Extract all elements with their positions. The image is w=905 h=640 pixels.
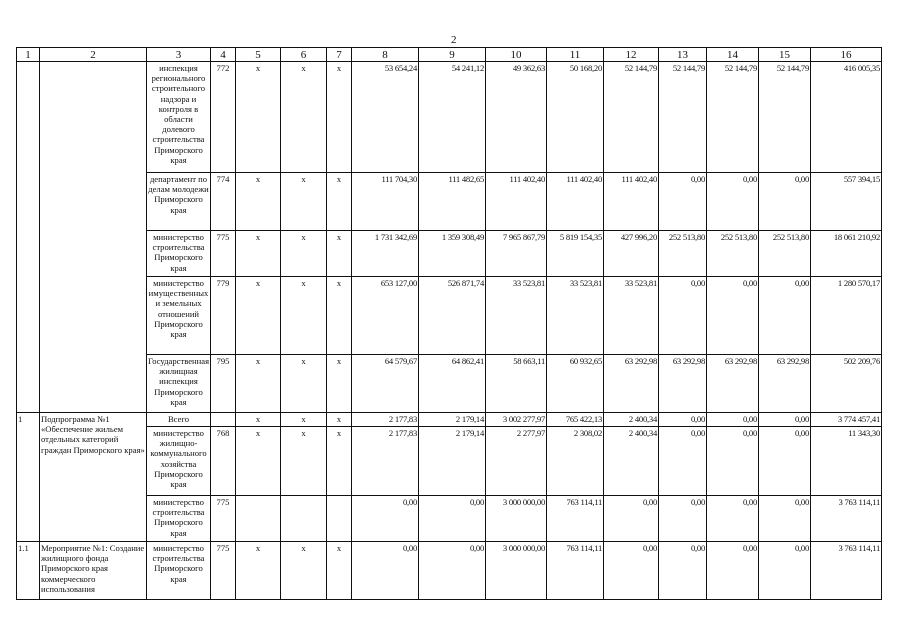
header-cell: 4 (211, 48, 236, 62)
x-cell: х (327, 277, 352, 355)
value-cell: 33 523,81 (486, 277, 547, 355)
value-cell: 53 654,24 (352, 62, 419, 173)
table-row (17, 62, 882, 173)
x-cell: х (327, 413, 352, 427)
program-cell (40, 62, 147, 413)
x-cell: х (327, 231, 352, 277)
table-row (17, 496, 882, 542)
code-cell: 779 (211, 277, 236, 355)
value-cell: 2 179,14 (419, 427, 486, 496)
header-cell: 13 (659, 48, 707, 62)
value-cell: 0,00 (707, 277, 759, 355)
value-cell: 0,00 (659, 277, 707, 355)
value-cell: 7 965 867,79 (486, 231, 547, 277)
value-cell: 63 292,98 (604, 355, 659, 413)
value-cell: 111 402,40 (547, 173, 604, 231)
x-cell: х (236, 62, 281, 173)
org-cell: департамент по делам молодежи Приморского края (147, 173, 211, 231)
value-cell: 111 402,40 (604, 173, 659, 231)
x-cell: х (236, 427, 281, 496)
value-cell: 0,00 (352, 542, 419, 600)
header-cell: 16 (811, 48, 882, 62)
value-cell: 0,00 (707, 173, 759, 231)
value-cell: 0,00 (659, 413, 707, 427)
org-cell: Всего (147, 413, 211, 427)
value-cell: 252 513,80 (707, 231, 759, 277)
header-cell: 12 (604, 48, 659, 62)
org-cell: министерство жилищно-коммунального хозяйства Приморского края (147, 427, 211, 496)
value-cell: 0,00 (659, 173, 707, 231)
header-cell: 7 (327, 48, 352, 62)
value-cell: 64 862,41 (419, 355, 486, 413)
index-cell: 1 (17, 413, 40, 542)
code-cell (211, 413, 236, 427)
value-cell: 5 819 154,35 (547, 231, 604, 277)
code-cell: 775 (211, 496, 236, 542)
x-cell: х (327, 62, 352, 173)
x-cell: х (236, 231, 281, 277)
code-cell: 774 (211, 173, 236, 231)
x-cell: х (236, 277, 281, 355)
value-cell: 0,00 (352, 496, 419, 542)
x-cell (236, 496, 281, 542)
value-cell: 502 209,76 (811, 355, 882, 413)
x-cell: х (327, 173, 352, 231)
value-cell: 763 114,11 (547, 542, 604, 600)
value-cell: 3 774 457,41 (811, 413, 882, 427)
x-cell: х (281, 542, 327, 600)
value-cell: 3 763 114,11 (811, 496, 882, 542)
code-cell: 772 (211, 62, 236, 173)
page-number: 2 (451, 34, 457, 46)
value-cell: 0,00 (707, 496, 759, 542)
x-cell (281, 496, 327, 542)
value-cell: 0,00 (759, 542, 811, 600)
value-cell: 11 343,30 (811, 427, 882, 496)
x-cell: х (327, 355, 352, 413)
x-cell: х (236, 413, 281, 427)
org-cell: министерство строительства Приморского края (147, 231, 211, 277)
x-cell: х (281, 355, 327, 413)
x-cell: х (236, 355, 281, 413)
code-cell: 775 (211, 542, 236, 600)
value-cell: 252 513,80 (759, 231, 811, 277)
value-cell: 63 292,98 (659, 355, 707, 413)
value-cell: 0,00 (659, 496, 707, 542)
value-cell: 63 292,98 (707, 355, 759, 413)
value-cell: 0,00 (759, 413, 811, 427)
x-cell: х (327, 542, 352, 600)
value-cell: 557 394,15 (811, 173, 882, 231)
x-cell: х (281, 413, 327, 427)
x-cell: х (281, 427, 327, 496)
value-cell: 0,00 (759, 427, 811, 496)
value-cell: 52 144,79 (604, 62, 659, 173)
value-cell: 0,00 (759, 496, 811, 542)
value-cell: 1 731 342,69 (352, 231, 419, 277)
x-cell (327, 496, 352, 542)
value-cell: 64 579,67 (352, 355, 419, 413)
value-cell: 60 932,65 (547, 355, 604, 413)
value-cell: 526 871,74 (419, 277, 486, 355)
value-cell: 0,00 (659, 542, 707, 600)
value-cell: 0,00 (759, 277, 811, 355)
value-cell: 63 292,98 (759, 355, 811, 413)
value-cell: 33 523,81 (604, 277, 659, 355)
value-cell: 49 362,63 (486, 62, 547, 173)
value-cell: 0,00 (759, 173, 811, 231)
value-cell: 0,00 (604, 496, 659, 542)
value-cell: 18 061 210,92 (811, 231, 882, 277)
value-cell: 52 144,79 (707, 62, 759, 173)
header-cell: 9 (419, 48, 486, 62)
header-cell: 6 (281, 48, 327, 62)
value-cell: 111 402,40 (486, 173, 547, 231)
budget-table (16, 47, 882, 600)
table-row (17, 277, 882, 355)
value-cell: 416 005,35 (811, 62, 882, 173)
value-cell: 52 144,79 (659, 62, 707, 173)
table-row (17, 231, 882, 277)
index-cell: 1.1 (17, 542, 40, 600)
x-cell: х (236, 542, 281, 600)
header-cell: 5 (236, 48, 281, 62)
value-cell: 765 422,13 (547, 413, 604, 427)
table-row (17, 413, 882, 427)
code-cell: 775 (211, 231, 236, 277)
value-cell: 0,00 (419, 496, 486, 542)
program-cell: Подпрограмма №1 «Обеспечение жильем отдельных категорий граждан Приморского края» (40, 413, 147, 542)
org-cell: Государственная жилищная инспекция Приморского края (147, 355, 211, 413)
header-cell: 14 (707, 48, 759, 62)
value-cell: 2 177,83 (352, 427, 419, 496)
table-row (17, 542, 882, 600)
value-cell: 2 400,34 (604, 413, 659, 427)
value-cell: 2 308,02 (547, 427, 604, 496)
value-cell: 0,00 (604, 542, 659, 600)
header-cell: 2 (40, 48, 147, 62)
value-cell: 3 000 000,00 (486, 542, 547, 600)
x-cell: х (236, 173, 281, 231)
value-cell: 2 177,83 (352, 413, 419, 427)
program-cell: Мероприятие №1: Создание жилищного фонда Приморского края коммерческого использования (40, 542, 147, 600)
value-cell: 1 280 570,17 (811, 277, 882, 355)
value-cell: 0,00 (707, 413, 759, 427)
value-cell: 111 704,30 (352, 173, 419, 231)
value-cell: 0,00 (707, 427, 759, 496)
header-cell: 10 (486, 48, 547, 62)
value-cell: 3 763 114,11 (811, 542, 882, 600)
header-cell: 8 (352, 48, 419, 62)
org-cell: министерство имущественных и земельных отношений Приморского края (147, 277, 211, 355)
index-cell (17, 62, 40, 413)
value-cell: 33 523,81 (547, 277, 604, 355)
table-row (17, 173, 882, 231)
table-row (17, 427, 882, 496)
value-cell: 52 144,79 (759, 62, 811, 173)
value-cell: 2 179,14 (419, 413, 486, 427)
x-cell: х (281, 231, 327, 277)
header-cell: 15 (759, 48, 811, 62)
x-cell: х (281, 62, 327, 173)
value-cell: 2 277,97 (486, 427, 547, 496)
header-cell: 1 (17, 48, 40, 62)
value-cell: 2 400,34 (604, 427, 659, 496)
value-cell: 0,00 (659, 427, 707, 496)
code-cell: 768 (211, 427, 236, 496)
header-cell: 11 (547, 48, 604, 62)
header-row (17, 48, 882, 62)
value-cell: 111 482,65 (419, 173, 486, 231)
org-cell: министерство строительства Приморского края (147, 496, 211, 542)
value-cell: 1 359 308,49 (419, 231, 486, 277)
code-cell: 795 (211, 355, 236, 413)
value-cell: 3 000 000,00 (486, 496, 547, 542)
value-cell: 3 002 277,97 (486, 413, 547, 427)
org-cell: министерство строительства Приморского края (147, 542, 211, 600)
x-cell: х (281, 173, 327, 231)
table-row (17, 355, 882, 413)
value-cell: 0,00 (419, 542, 486, 600)
x-cell: х (327, 427, 352, 496)
value-cell: 58 663,11 (486, 355, 547, 413)
org-cell: инспекция регионального строительного надзора и контроля в области долевого строительства Приморского края (147, 62, 211, 173)
value-cell: 252 513,80 (659, 231, 707, 277)
value-cell: 0,00 (707, 542, 759, 600)
value-cell: 54 241,12 (419, 62, 486, 173)
value-cell: 653 127,00 (352, 277, 419, 355)
value-cell: 427 996,20 (604, 231, 659, 277)
x-cell: х (281, 277, 327, 355)
header-cell: 3 (147, 48, 211, 62)
value-cell: 763 114,11 (547, 496, 604, 542)
value-cell: 50 168,20 (547, 62, 604, 173)
